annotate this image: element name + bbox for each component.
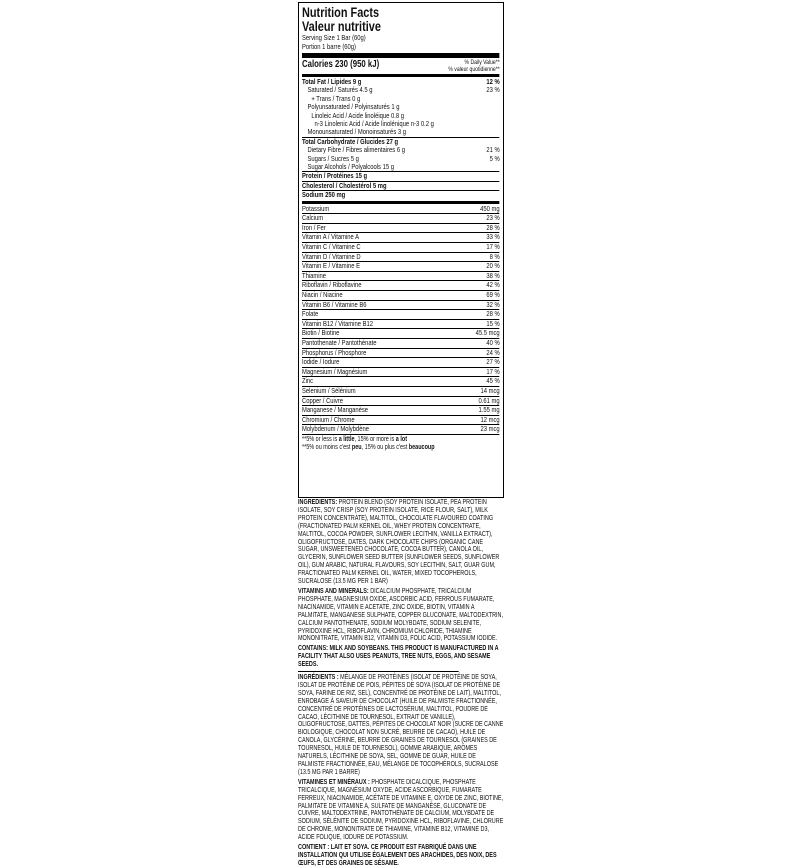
nutrient-label: Copper / Cuivre (302, 395, 343, 405)
vitamins-minerals-fr: VITAMINES ET MINÉRAUX : PHOSPHATE DICALCIQUE, PHOSPHATE TRICALCIQUE, MAGNÉSIUM OXYDE, ACIDE ASCORBIQUE, FUMARATE FERREUX, NIACINAMIDE, ACÉTATE DE VITAMINE E, OXYDE DE ZINC, BIOTINE, PALMITATE DE VITAMINE A, SULFATE DE MANGANÈSE, GLUCONATE DE CUIVRE, MALTODEXTRINE, PANTOTHÉNATE DE CALCIUM, MOLYBDATE DE SODIUM, SÉLÉNITE DE SODIUM, PYRIDOXINE HCL, RIBOFLAVINE, CHLORURE DE CHROME, MONONITRATE DE THIAMINE, VITAMINE B12, VITAMINE D3, ACIDE FOLIQUE, IODURE DE POTASSIUM. (298, 778, 504, 842)
serving-size-fr: Portion 1 barre (60g) (302, 42, 356, 51)
daily-value-header (448, 59, 499, 73)
nutrient-value: 17 % (486, 242, 500, 252)
nutrient-value: 32 % (486, 299, 500, 309)
nutrient-value: 28 % (486, 309, 500, 319)
nutrient-label: Magnesium / Magnésium (302, 366, 368, 376)
macro-label: Sugars / Sucres 5 g (307, 153, 359, 163)
nutrient-value: 0.61 mg (478, 395, 500, 405)
nutrient-label: Vitamin A / Vitamine A (302, 232, 360, 242)
nutrient-value: 1.55 mg (478, 405, 500, 415)
ingredients-panel (298, 499, 504, 867)
nutrient-label: Vitamin C / Vitamine C (302, 242, 361, 252)
nutrient-value: 20 % (486, 261, 500, 271)
nutrient-value: 23 mcg (480, 424, 500, 434)
dv-fr: % valeur quotidienne** (448, 66, 500, 73)
nutrient-value: 27 % (486, 357, 500, 367)
nutrient-label: Pantothenate / Pantothénate (302, 338, 377, 347)
nutrient-value: 69 % (486, 290, 500, 300)
nutrient-label: Zinc (302, 376, 314, 386)
nutrient-value: 23 % (486, 213, 500, 223)
dv-en: % Daily Value** (464, 59, 500, 66)
nutrient-label: Vitamin B12 / Vitamine B12 (302, 318, 374, 328)
nutrient-value: 8 % (489, 251, 500, 261)
nutrient-row (302, 214, 500, 224)
nutrient-label: Manganese / Manganèse (302, 405, 369, 415)
nutrient-row (302, 368, 500, 378)
ingredients-fr: INGRÉDIENTS : MÉLANGE DE PROTÉINES (ISOLAT DE PROTÉINE DE SOYA, ISOLAT DE PROTÉINE DE POIS, PÉPITES DE SOYA (ISOLAT DE PROTÉINE DE SOYA, FARINE DE RIZ, SEL), CONCENTRÉ DE PROTÉINE DE LAIT), MALTITOL, ENROBAGE À SAVEUR DE CHOCOLAT (HUILE DE PALMISTE FRACTIONNÉE, CONCENTRÉ DE PROTÉINES DE LACTOSÉRUM, MALTITOL, POUDRE DE CACAO, LÉCITHINE DE TOURNESOL, EXTRAIT DE VANILLE), OLIGOFRUCTOSE, DATTES, PÉPITES DE CHOCOLAT NOIR (SUCRE DE CANNE BIOLOGIQUE, CHOCOLAT NON SUCRÉ, BEURRE DE CACAO), HUILE DE CANOLA, GLYCÉRINE, BEURRE DE GRAINES DE TOURNESOL (GRAINES DE TOURNESOL, HUILE DE TOURNESOL), GOMME ARABIQUE, ARÔMES NATURELS, LÉCITHINE DE SOYA, SEL, GOMME DE GUAR, HUILE DE PALMISTE FRACTIONNÉE, EAU, MÉLANGE DE TOCOPHÉROLS, SUCRALOSE (13.5 MG PAR 1 BARRE) (298, 674, 504, 776)
nutrient-value: 42 % (486, 280, 500, 290)
nutrient-value: 14 mcg (480, 385, 500, 395)
macro-label: Total Carbohydrate / Glucides 27 g (302, 136, 399, 146)
nutrient-value: 45 % (486, 376, 500, 386)
macro-label: Dietary Fibre / Fibres alimentaires 6 g (307, 145, 405, 155)
macro-row (302, 163, 500, 171)
vitamins-minerals-table (302, 205, 500, 435)
nutrient-label: Vitamin B6 / Vitamine B6 (302, 299, 367, 309)
nutrient-value: 33 % (486, 232, 500, 242)
macro-row (302, 172, 500, 180)
macro-row (302, 128, 500, 136)
nutrient-label: Selenium / Sélénium (302, 385, 356, 395)
serving-size-en: Serving Size 1 Bar (60g) (302, 33, 366, 42)
nutrient-label: Riboflavin / Riboflavine (302, 280, 362, 290)
footnote: **5% or less is a little, 15% or more is a lot **5% ou moins c'est peu, 15% ou plus c'est beaucoup (302, 435, 435, 452)
calories-row (302, 59, 500, 73)
nutrient-label: Iron / Fer (302, 222, 326, 232)
macro-label: Polyunsaturated / Polyinsaturés 1 g (307, 102, 400, 112)
macro-label: Cholesterol / Cholestérol 5 mg (302, 180, 387, 190)
macro-label: n-3 Linolenic Acid / Acide linolénique n-3 0.2 g (314, 119, 434, 129)
macro-value: 12 % (486, 77, 500, 86)
macro-label: + Trans / Trans 0 g (311, 93, 361, 103)
nutrient-label: Phosphorus / Phosphore (302, 347, 367, 357)
macro-label: Monounsaturated / Monoinsaturés 3 g (307, 127, 406, 137)
nutrient-row (302, 205, 500, 215)
nutrient-value: 15 % (486, 318, 500, 328)
nutrient-label: Biotin / Biotine (302, 328, 340, 338)
nutrient-value: 28 % (486, 222, 500, 232)
macro-label: Total Fat / Lipides 9 g (302, 77, 362, 86)
nutrient-label: Chromium / Chrome (302, 414, 355, 424)
macro-nutrients (302, 78, 500, 200)
nutrient-label: Iodide / Iodure (302, 357, 340, 367)
nutrient-value: 45.5 mcg (475, 328, 500, 338)
nutrient-label: Potassium (302, 203, 330, 213)
nutrient-value: 17 % (486, 366, 500, 376)
nutrient-row (302, 301, 500, 311)
title-fr: Valeur nutritive (302, 18, 381, 34)
ingredients-en: INGREDIENTS: PROTEIN BLEND (SOY PROTEIN ISOLATE, PEA PROTEIN ISOLATE, SOY CRISP (SOY PROTEIN ISOLATE, RICE FLOUR, SALT), MILK PROTEIN CONCENTRATE), MALTITOL, CHOCOLATE FLAVOURED COATING (FRACTIONATED PALM KERNEL OIL, WHEY PROTEIN CONCENTRATE, MALTITOL, COCOA POWDER, SUNFLOWER LECITHIN, VANILLA EXTRACT), OLIGOFRUCTOSE, DATES, DARK CHOCOLATE CHIPS (ORGANIC CANE SUGAR, UNSWEETENED CHOCOLATE, COCOA BUTTER), CANOLA OIL, GLYCERIN, SUNFLOWER SEED BUTTER (SUNFLOWER SEEDS, SUNFLOWER OIL), GUM ARABIC, NATURAL FLAVOURS, SOY LECITHIN, SALT, GUAR GUM, FRACTIONATED PALM KERNEL OIL, WATER, MIXED TOCOPHEROLS, SUCRALOSE (13.5 MG PER 1 BAR) (298, 499, 500, 586)
calories: Calories 230 (950 kJ) (302, 59, 380, 70)
macro-row (302, 191, 500, 199)
nutrient-value: 450 mg (480, 203, 500, 213)
nutrition-facts-panel (298, 2, 504, 498)
macro-label: Sugar Alcohols / Polyalcools 15 g (307, 162, 394, 172)
nutrient-label: Niacin / Niacine (302, 290, 343, 300)
nutrient-value: 24 % (486, 347, 500, 357)
contains-en: CONTAINS: MILK AND SOYBEANS. THIS PRODUCT IS MANUFACTURED IN A FACILITY THAT ALSO USES PEANUTS, TREE NUTS, EGGS, AND SESAME SEEDS. (298, 645, 499, 669)
nutrient-value: 38 % (486, 270, 500, 280)
nutrient-label: Calcium (302, 213, 324, 223)
macro-label: Protein / Protéines 15 g (302, 171, 368, 181)
macro-value: 5 % (489, 153, 500, 163)
nutrient-value: 12 mcg (480, 414, 500, 424)
nutrient-label: Vitamin E / Vitamine E (302, 261, 360, 271)
nutrient-label: Folate (302, 309, 319, 319)
macro-value: 23 % (486, 85, 500, 95)
macro-value: 21 % (486, 145, 500, 155)
nutrient-row (302, 262, 500, 272)
macro-label: Linoleic Acid / Acide linoléique 0.8 g (311, 110, 405, 120)
macro-row (302, 182, 500, 190)
macro-label: Saturated / Saturés 4.5 g (307, 85, 373, 95)
nutrient-label: Molybdenum / Molybdène (302, 424, 369, 434)
macro-label: Sodium 250 mg (302, 190, 346, 200)
nutrient-row (302, 425, 500, 435)
contains-fr: CONTIENT : LAIT ET SOYA. CE PRODUIT EST FABRIQUÉ DANS UNE INSTALLATION QUI UTILISE ÉGALEMENT DES ARACHIDES, DES NOIX, DES ŒUFS, ET DES GRAINES DE SÉSAME. (298, 844, 497, 867)
vitamins-minerals-en: VITAMINS AND MINERALS: DICALCIUM PHOSPHATE, TRICALCIUM PHOSPHATE, MAGNESIUM OXIDE, ASCORBIC ACID, FERROUS FUMARATE, NIACINAMIDE, VITAMIN E ACETATE, ZINC OXIDE, BIOTIN, VITAMIN A PALMITATE, MANGANESE SULPHATE, COPPER GLUCONATE, MALTODEXTRIN, CALCIUM PANTOTHENATE, SODIUM MOLYBDATE, SODIUM SELENITE, PYRIDOXINE HCL, RIBOFLAVIN, CHROMIUM CHLORIDE, THIAMINE MONONITRATE, VITAMIN B12, VITAMIN D3, FOLIC ACID, POTASSIUM IODIDE. (298, 587, 503, 643)
nutrient-label: Vitamin D / Vitamine D (302, 251, 361, 261)
title-en: Nutrition Facts (302, 4, 380, 20)
nutrient-value: 40 % (486, 338, 500, 347)
nutrient-label: Thiamine (302, 270, 327, 280)
